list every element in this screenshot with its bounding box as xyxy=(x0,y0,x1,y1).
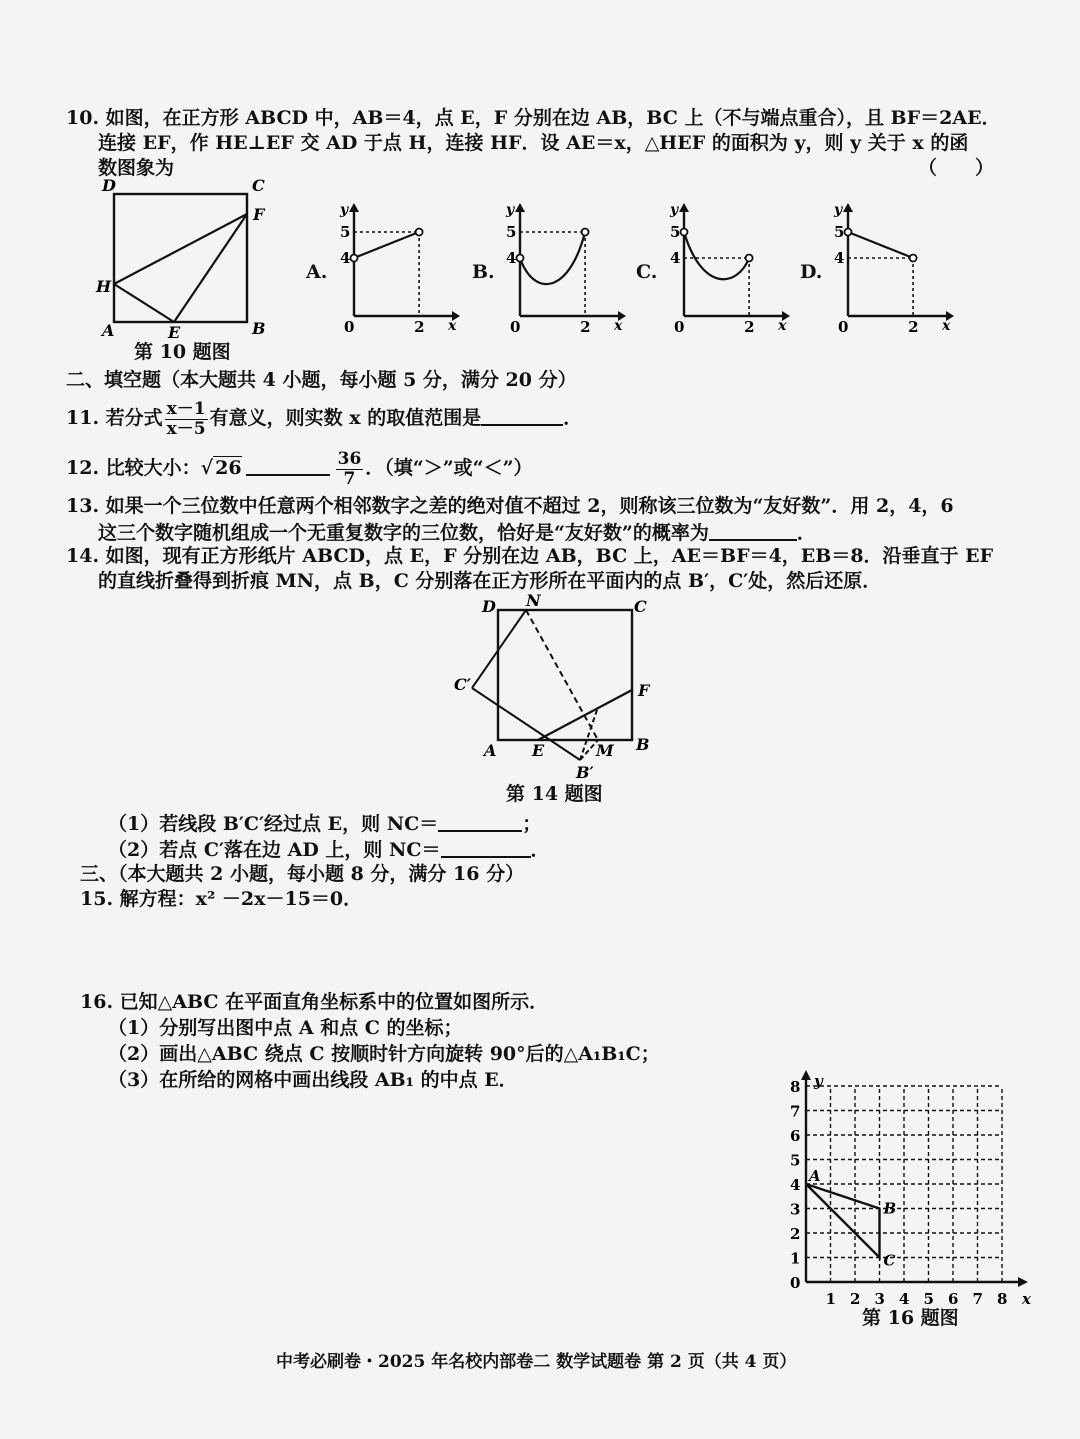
open-endpoint-start xyxy=(845,229,852,236)
open-endpoint-end xyxy=(582,229,589,236)
q14-label-D: D xyxy=(482,597,496,616)
q14-line2: 的直线折叠得到折痕 MN，点 B，C 分别落在正方形所在平面内的点 B′，C′处，然后还原． xyxy=(98,570,882,592)
q14-label-Bprime: B′ xyxy=(576,763,594,782)
q14-sub1-wrap xyxy=(108,810,541,836)
y-axis-label: y xyxy=(506,202,515,218)
q10-answer-paren: （ ） xyxy=(918,157,995,179)
q10-option-c-letter[interactable]: C. xyxy=(636,261,658,283)
y-tick-label-4: 4 xyxy=(340,249,351,267)
q10-option-c-graph[interactable] xyxy=(660,198,790,338)
q14-fold-figure xyxy=(446,590,666,790)
q13-line1: 13. 如果一个三位数中任意两个相邻数字之差的绝对值不超过 2，则称该三位数为“友好数”．用 2，4，6 xyxy=(66,495,954,517)
x-tick-label: 2 xyxy=(850,1290,861,1308)
q13-end: ． xyxy=(796,522,816,544)
open-endpoint-end xyxy=(416,229,423,236)
origin-label: 0 xyxy=(790,1274,801,1292)
origin-label: 0 xyxy=(674,318,685,336)
q10-line3: 数图象为 xyxy=(98,157,175,179)
origin-label: 0 xyxy=(344,318,355,336)
q14-label-N: N xyxy=(526,591,541,610)
x-tick-label: 2 xyxy=(908,318,919,336)
q10-label-F: F xyxy=(253,205,265,224)
x-tick-label: 5 xyxy=(923,1290,934,1308)
q16-coordinate-grid xyxy=(770,1064,1050,1324)
q14-sub1-blank[interactable] xyxy=(438,810,522,832)
y-tick-label: 4 xyxy=(790,1176,801,1194)
q16-line1: 16. 已知△ABC 在平面直角坐标系中的位置如图所示． xyxy=(80,991,549,1013)
open-endpoint-end xyxy=(746,255,753,262)
y-tick-label: 3 xyxy=(790,1200,801,1219)
q10-label-E: E xyxy=(168,323,181,342)
x-axis-label: x xyxy=(778,318,787,334)
y-axis-label: y xyxy=(670,202,679,218)
q10-line1: 10. 如图，在正方形 ABCD 中，AB＝4，点 E，F 分别在边 AB，BC 上（不与端点重合），且 BF＝2AE． xyxy=(66,107,1001,129)
q10-option-a-graph[interactable] xyxy=(330,198,460,338)
y-tick-label: 5 xyxy=(790,1151,801,1170)
q11-end: ． xyxy=(563,407,583,429)
y-axis-arrow xyxy=(349,203,359,212)
q10-label-H: H xyxy=(96,277,112,296)
q14-figure-caption: 第 14 题图 xyxy=(506,783,603,805)
q13-answer-blank[interactable] xyxy=(709,519,797,541)
q10-label-D: D xyxy=(102,176,116,195)
q12-sqrt: 26 xyxy=(215,457,242,479)
q13-line2: 这三个数字随机组成一个无重复数字的三位数，恰好是“友好数”的概率为 xyxy=(98,522,709,544)
q14-sub1: （1）若线段 B′C′经过点 E，则 NC＝ xyxy=(108,813,439,835)
q10-option-d-letter[interactable]: D. xyxy=(800,261,823,283)
x-tick-label: 2 xyxy=(414,318,425,336)
y-tick-label: 6 xyxy=(790,1127,801,1145)
x-tick-label: 2 xyxy=(580,318,591,336)
y-tick-label-4: 4 xyxy=(506,249,517,267)
y-tick-label-5: 5 xyxy=(670,223,681,241)
y-axis-arrow xyxy=(843,203,853,212)
x-tick-label: 3 xyxy=(874,1290,885,1308)
q14-sub2: （2）若点 C′落在边 AD 上，则 NC＝ xyxy=(108,839,441,861)
q14-label-B: B xyxy=(636,735,650,754)
y-tick-label: 7 xyxy=(790,1102,801,1121)
x-tick-label: 1 xyxy=(825,1290,836,1308)
y-axis-label: y xyxy=(834,202,843,218)
x-axis-label: x xyxy=(1022,1290,1031,1308)
q11-answer-blank[interactable] xyxy=(481,404,563,426)
x-axis-label: x xyxy=(614,318,623,334)
q14-label-F: F xyxy=(638,681,650,700)
q12: 12. 比较大小：√ 26 $\frac{36}{7}$ ．（填“＞”或“＜”） xyxy=(66,448,533,489)
y-axis-arrow xyxy=(801,1070,811,1080)
q11-prefix: 11. 若分式 xyxy=(66,407,163,429)
y-axis-arrow xyxy=(515,203,525,212)
q12-prefix: 12. 比较大小： xyxy=(66,457,201,479)
q16-sub2: （2）画出△ABC 绕点 C 按顺时针方向旋转 90°后的△A₁B₁C； xyxy=(108,1043,660,1065)
section2-title: 二、填空题（本大题共 4 小题，每小题 5 分，满分 20 分） xyxy=(66,369,577,391)
q12-numerator: 36 xyxy=(337,448,362,469)
function-curve xyxy=(684,232,749,279)
q14-sub2-wrap xyxy=(108,836,550,862)
function-curve xyxy=(520,232,585,284)
q12-fraction xyxy=(336,450,364,489)
q14-sub2-end: ． xyxy=(530,839,550,861)
y-axis-label: y xyxy=(814,1072,823,1090)
x-tick-label: 7 xyxy=(972,1290,983,1308)
x-axis-label: x xyxy=(942,318,951,334)
q16-figure-caption: 第 16 题图 xyxy=(862,1307,959,1329)
q14-sub2-blank[interactable] xyxy=(441,836,531,858)
x-tick-label: 6 xyxy=(948,1290,959,1308)
page-footer: 中考必刷卷・2025 年名校内部卷二 数学试题卷 第 2 页（共 4 页） xyxy=(276,1352,797,1372)
q14-label-Cprime: C′ xyxy=(454,675,471,694)
y-tick-label-5: 5 xyxy=(506,223,517,241)
y-tick-label-4: 4 xyxy=(834,249,845,267)
q16-sub1: （1）分别写出图中点 A 和点 C 的坐标； xyxy=(108,1017,463,1039)
y-axis-arrow xyxy=(679,203,689,212)
triangle-abc xyxy=(806,1184,880,1258)
y-tick-label: 2 xyxy=(790,1225,801,1243)
q14-label-M: M xyxy=(596,741,614,760)
q14-label-C: C xyxy=(634,597,647,616)
q11-numerator: x－1 xyxy=(166,398,206,419)
q10-option-d-graph[interactable] xyxy=(824,198,954,338)
q11-denominator: x－5 xyxy=(166,418,206,439)
open-endpoint-end xyxy=(910,255,917,262)
q12-denominator: 7 xyxy=(343,468,356,489)
y-tick-label-4: 4 xyxy=(670,249,681,267)
section3-title: 三、（本大题共 2 小题，每小题 8 分，满分 16 分） xyxy=(80,863,525,885)
x-tick-label: 8 xyxy=(997,1290,1008,1308)
q10-label-B: B xyxy=(252,319,266,338)
q10-option-a-letter[interactable]: A. xyxy=(306,261,328,283)
origin-label: 0 xyxy=(510,318,521,336)
open-endpoint-start xyxy=(351,255,358,262)
q10-label-A: A xyxy=(102,321,115,340)
q10-figure-caption: 第 10 题图 xyxy=(134,341,231,363)
q16-sub3: （3）在所给的网格中画出线段 AB₁ 的中点 E． xyxy=(108,1069,518,1091)
x-axis-arrow xyxy=(1018,1277,1028,1287)
q11 xyxy=(66,398,582,439)
q10-option-b-graph[interactable] xyxy=(496,198,626,338)
point-a-label: A xyxy=(809,1167,821,1185)
q11-suffix: 有意义，则实数 x 的取值范围是 xyxy=(209,407,482,429)
q14-label-E: E xyxy=(532,741,545,760)
q10-option-b-letter[interactable]: B. xyxy=(472,261,495,283)
x-tick-label: 2 xyxy=(744,318,755,336)
q11-fraction xyxy=(165,400,208,439)
q14-line1: 14. 如图，现有正方形纸片 ABCD，点 E，F 分别在边 AB，BC 上，AE＝BF＝4，EB＝8．沿垂直于 EF xyxy=(66,545,994,567)
open-endpoint-start xyxy=(681,229,688,236)
y-tick-label: 1 xyxy=(790,1249,801,1268)
y-tick-label: 8 xyxy=(790,1078,801,1096)
y-tick-label-5: 5 xyxy=(834,223,845,241)
x-tick-label: 4 xyxy=(899,1290,910,1308)
q15-text: 15. 解方程：x² －2x－15＝0． xyxy=(80,888,363,910)
open-endpoint-start xyxy=(517,255,524,262)
q12-suffix: ．（填“＞”或“＜”） xyxy=(365,457,533,479)
y-axis-label: y xyxy=(340,202,349,218)
x-axis-label: x xyxy=(448,318,457,334)
q13-line2-wrap xyxy=(98,519,816,545)
point-b-label: B xyxy=(883,1199,897,1218)
q10-square-figure xyxy=(92,176,282,366)
function-curve xyxy=(848,232,913,258)
q10-line2: 连接 EF，作 HE⊥EF 交 AD 于点 H，连接 HF．设 AE＝x，△HEF 的面积为 y，则 y 关于 x 的函 xyxy=(98,132,969,154)
q14-label-A: A xyxy=(484,741,497,760)
q10-label-C: C xyxy=(252,176,265,195)
q12-answer-blank[interactable] xyxy=(246,454,330,476)
function-curve xyxy=(354,232,419,258)
q14-sub1-end: ； xyxy=(522,813,542,835)
y-tick-label-5: 5 xyxy=(340,223,351,241)
point-c-label: C xyxy=(883,1251,896,1270)
origin-label: 0 xyxy=(838,318,849,336)
